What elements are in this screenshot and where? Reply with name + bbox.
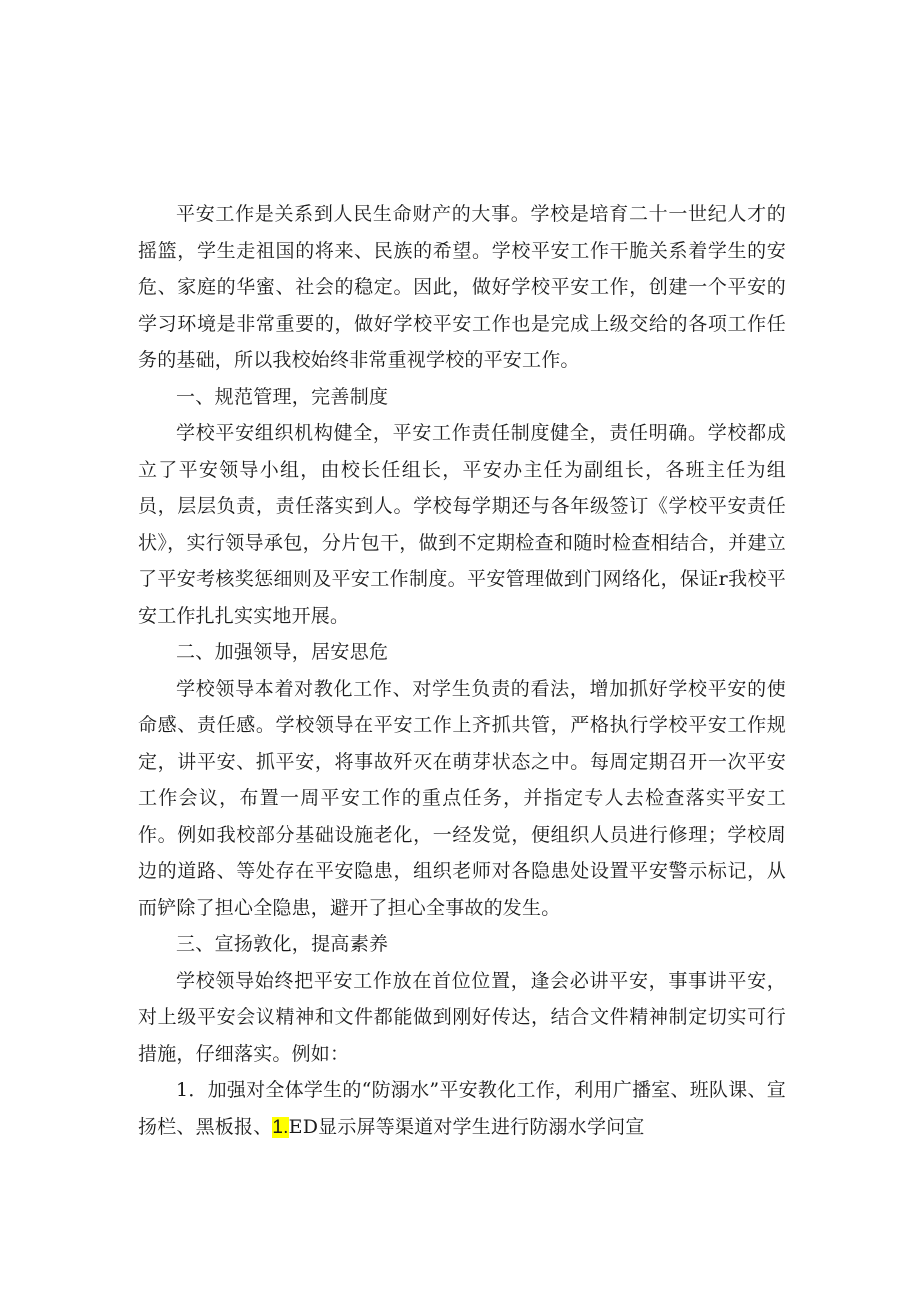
section2-heading: 二、加强领导，居安思危 — [176, 641, 389, 663]
section3-paragraph: 学校领导始终把平安工作放在首位位置，逢会必讲平安，事事讲平安，对上级平安会议精神和文件都能做到刚好传达，结合文件精神制定切实可行措施，仔细落实。例如： — [138, 969, 786, 1065]
list-item-1 — [138, 1072, 786, 1146]
intro-paragraph: 平安工作是关系到人民生命财产的大事。学校是培育二十一世纪人才的摇篮，学生走祖国的将来、民族的希望。学校平安工作干脆关系着学生的安危、家庭的华蜜、社会的稳定。因此，做好学校平安工作，创建一个平安的学习环境是非常重要的，做好学校平安工作也是完成上级交给的各项工作任务的基础，所以我校始终非常重视学校的平安工作。 — [138, 203, 786, 371]
section2-paragraph: 学校领导本着对教化工作、对学生负责的看法，增加抓好学校平安的使命感、责任感。学校领导在平安工作上齐抓共管，严格执行学校平安工作规定，讲平安、抓平安，将事故歼灭在萌芽状态之中。每周定期召开一次平安工作会议，布置一周平安工作的重点任务，并指定专人去检查落实平安工作。例如我校部分基础设施老化，一经发觉，便组织人员进行修理；学校周边的道路、等处存在平安隐患，组织老师对各隐患处设置平安警示标记，从而铲除了担心全隐患，避开了担心全事故的发生。 — [138, 677, 786, 919]
highlighted-text: 1. — [272, 1116, 289, 1138]
list-item-1-text-end: ED显示屏等渠道对学生进行防溺水学问宣 — [288, 1115, 645, 1138]
section1-paragraph: 学校平安组织机构健全，平安工作责任制度健全，责任明确。学校都成立了平安领导小组，由校长任组长，平安办主任为副组长，各班主任为组员，层层负责，责任落实到人。学校每学期还与各年级签订《学校平安责任状》，实行领导承包，分片包干，做到不定期检查和随时检查相结合，并建立了平安考核奖惩细则及平安工作制度。平安管理做到门网络化，保证r我校平安工作扎扎实实地开展。 — [138, 422, 786, 627]
section3-heading: 三、宣扬敦化，提高素养 — [176, 933, 389, 955]
document-page — [138, 196, 786, 1146]
list-item-1-text-start: 1．加强对全体学生的“防溺水”平安教化工作，利用广播室、班队课、宣扬栏、黑板报、 — [138, 1079, 786, 1138]
section1-heading: 一、规范管理，完善制度 — [176, 385, 389, 408]
